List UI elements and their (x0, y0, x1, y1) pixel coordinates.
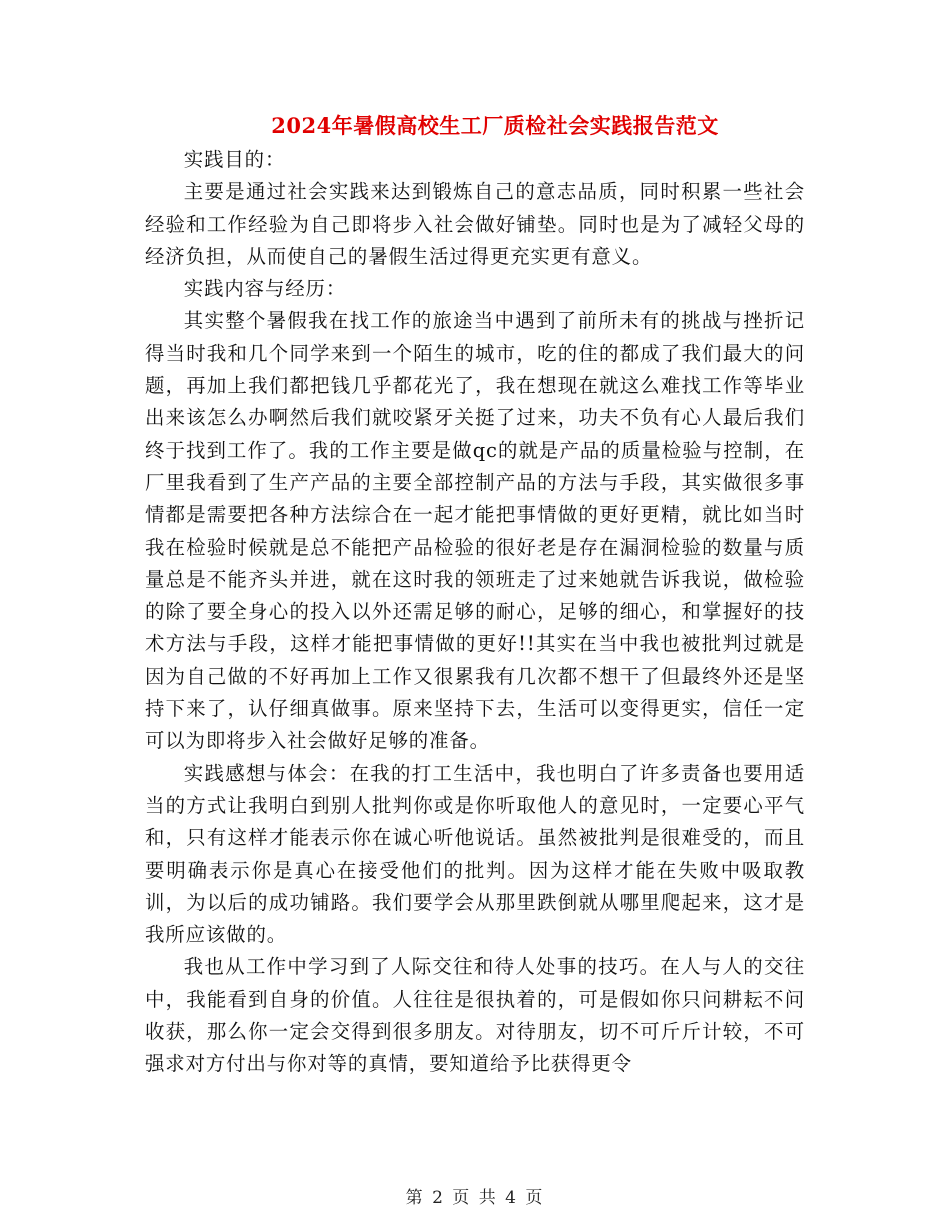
paragraph-reflection: 实践感想与体会：在我的打工生活中，我也明白了许多责备也要用适当的方式让我明白到别人批判你或是你听取他人的意见时，一定要心平气和，只有这样才能表示你在诚心听他说话。虽然被批判是很难受的，而且要明确表示你是真心在接受他们的批判。因为这样才能在失败中吸取教训，为以后的成功铺路。我们要学会从那里跌倒就从哪里爬起来，这才是我所应该做的。 (145, 761, 805, 947)
document-title: 2024年暑假高校生工厂质检社会实践报告范文 (271, 113, 719, 138)
document-body (145, 144, 805, 1081)
paragraph-content-heading: 实践内容与经历： (183, 277, 347, 301)
paragraph-purpose-heading: 实践目的： (183, 148, 286, 171)
page-number-footer: 第 2 页 共 4 页 (405, 1188, 545, 1208)
paragraph-interpersonal: 我也从工作中学习到了人际交往和待人处事的技巧。在人与人的交往中，我能看到自身的价值。人往往是很执着的，可是假如你只问耕耘不问收获，那么你一定会交得到很多朋友。对待朋友，切不可斤斤计较，不可强求对方付出与你对等的真情，要知道给予比获得更令 (145, 955, 805, 1076)
paragraph-purpose: 主要是通过社会实践来达到锻炼自己的意志品质，同时积累一些社会经验和工作经验为自己即将步入社会做好铺垫。同时也是为了减轻父母的经济负担，从而使自己的暑假生活过得更充实更有意义。 (145, 180, 805, 268)
paragraph-experience: 其实整个暑假我在找工作的旅途当中遇到了前所未有的挑战与挫折记得当时我和几个同学来到一个陌生的城市，吃的住的都成了我们最大的问题，再加上我们都把钱几乎都花光了，我在想现在就这么难找工作等毕业出来该怎么办啊然后我们就咬紧牙关挺了过来，功夫不负有心人最后我们终于找到工作了。我的工作主要是做qc的就是产品的质量检验与控制，在厂里我看到了生产产品的主要全部控制产品的方法与手段，其实做很多事情都是需要把各种方法综合在一起才能把事情做的更好更精，就比如当时我在检验时候就是总不能把产品检验的很好老是存在漏洞检验的数量与质量总是不能齐头并进，就在这时我的领班走了过来她就告诉我说，做检验的除了要全身心的投入以外还需足够的耐心，足够的细心，和掌握好的技术方法与手段，这样才能把事情做的更好!!其实在当中我也被批判过就是因为自己做的不好再加上工作又很累我有几次都不想干了但最终外还是坚持下来了，认仔细真做事。原来坚持下去，生活可以变得更实，信任一定可以为即将步入社会做好足够的准备。 (145, 309, 805, 753)
